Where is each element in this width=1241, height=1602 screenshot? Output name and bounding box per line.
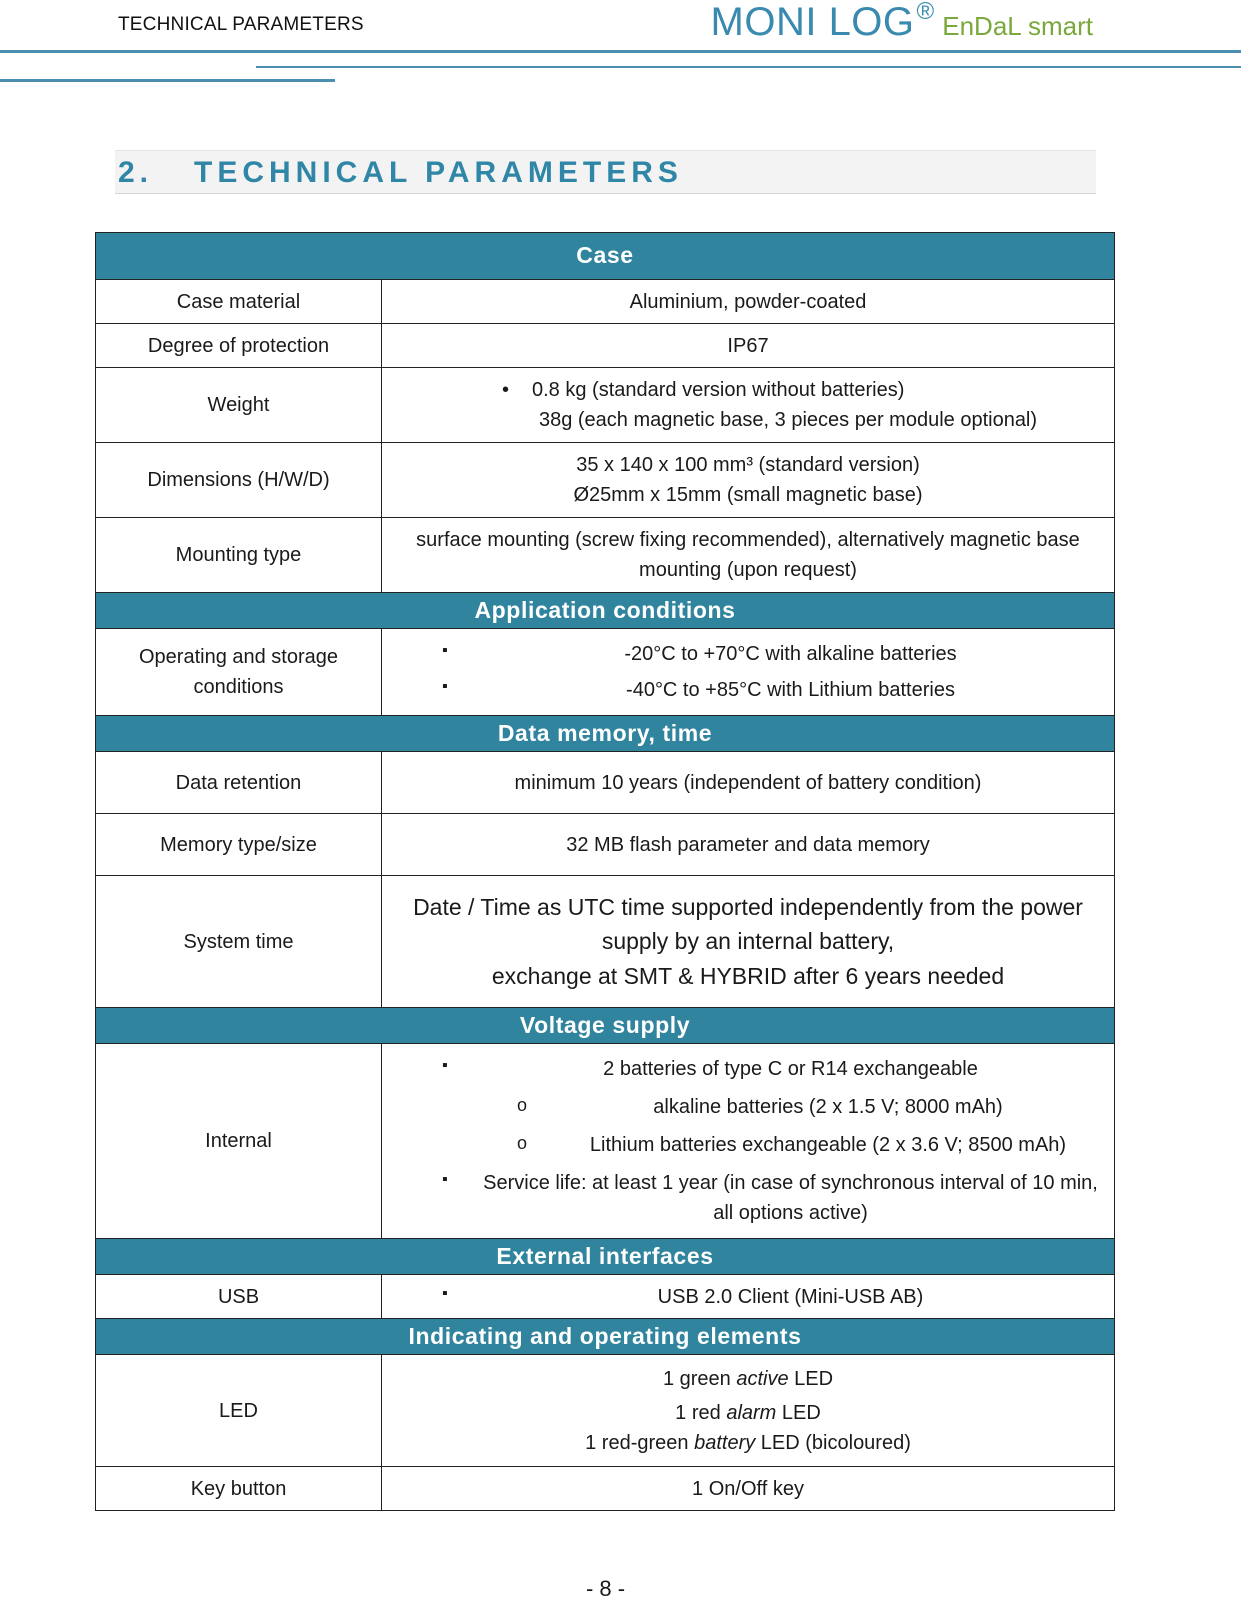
param-value — [382, 443, 1115, 518]
table-row — [96, 1275, 1115, 1319]
param-label: Dimensions (H/W/D) — [96, 443, 382, 518]
param-value — [382, 1355, 1115, 1467]
param-label: Operating and storage conditions — [96, 629, 382, 716]
param-label: System time — [96, 876, 382, 1008]
table-section-memory — [96, 716, 1115, 752]
header-rule — [0, 50, 1241, 53]
table-section-case — [96, 233, 1115, 280]
running-header-title: TECHNICAL PARAMETERS — [118, 14, 364, 35]
param-label: Data retention — [96, 752, 382, 814]
param-value — [382, 629, 1115, 716]
section-heading — [115, 150, 1096, 194]
param-label: Internal — [96, 1044, 382, 1239]
brand-logo-text: MONI LOG — [710, 0, 915, 44]
param-value — [382, 1275, 1115, 1319]
weight-line: 38g (each magnetic base, 3 pieces per module optional) — [538, 409, 1038, 431]
led-text: 1 red-green — [585, 1431, 695, 1454]
table-row — [96, 629, 1115, 716]
dimensions-line: 35 x 140 x 100 mm³ (standard version) — [576, 454, 920, 476]
param-value — [382, 1044, 1115, 1239]
list-item: ▪ USB 2.0 Client (Mini-USB AB) — [392, 1282, 1104, 1312]
table-row — [96, 814, 1115, 876]
brand-logo — [711, 0, 1093, 45]
list-item — [392, 1054, 1104, 1160]
led-text-emphasis: battery — [694, 1431, 756, 1454]
table-row — [96, 443, 1115, 518]
list-item: o Lithium batteries exchangeable (2 x 3.6 V; 8500 mAh) — [392, 1130, 1104, 1160]
led-text: LED (bicoloured) — [755, 1431, 911, 1454]
param-value — [382, 876, 1115, 1008]
table-row — [96, 1467, 1115, 1511]
section-heading-cell: Case — [96, 233, 1115, 280]
led-text: 1 red — [675, 1401, 727, 1424]
table-row — [96, 876, 1115, 1008]
param-value — [382, 368, 1115, 443]
section-heading-cell: Indicating and operating elements — [96, 1319, 1115, 1355]
table-row — [96, 368, 1115, 443]
header-rule-secondary — [256, 66, 1241, 68]
section-heading-cell: External interfaces — [96, 1239, 1115, 1275]
table-section-interfaces — [96, 1239, 1115, 1275]
operating-conditions-list — [392, 639, 1104, 705]
led-text-emphasis: active — [736, 1367, 789, 1390]
led-text: LED — [788, 1367, 834, 1390]
led-line — [392, 1428, 1104, 1458]
battery-type-list — [392, 1092, 1104, 1160]
table-section-elements — [96, 1319, 1115, 1355]
dimensions-line: Ø25mm x 15mm (small magnetic base) — [573, 484, 923, 506]
system-time-line: exchange at SMT & HYBRID after 6 years needed — [491, 962, 1005, 989]
list-item: ▪ -40°C to +85°C with Lithium batteries — [392, 675, 1104, 705]
weight-line: 0.8 kg (standard version without batteries) — [532, 379, 905, 401]
section-title: TECHNICAL PARAMETERS — [194, 156, 683, 189]
table-row — [96, 752, 1115, 814]
technical-parameters-table — [95, 232, 1115, 1511]
section-heading-cell: Application conditions — [96, 593, 1115, 629]
bullet-icon: • — [502, 379, 510, 401]
param-label: Mounting type — [96, 518, 382, 593]
brand-registered-mark: ® — [916, 0, 935, 25]
table-row — [96, 324, 1115, 368]
param-value: minimum 10 years (independent of battery condition) — [382, 752, 1115, 814]
param-label: Degree of protection — [96, 324, 382, 368]
table-row — [96, 518, 1115, 593]
led-line — [392, 1364, 1104, 1394]
param-value: 32 MB flash parameter and data memory — [382, 814, 1115, 876]
led-text-emphasis: alarm — [726, 1401, 777, 1424]
list-item: o alkaline batteries (2 x 1.5 V; 8000 mAh) — [392, 1092, 1104, 1122]
section-heading-cell: Data memory, time — [96, 716, 1115, 752]
param-label: Memory type/size — [96, 814, 382, 876]
usb-list — [392, 1282, 1104, 1312]
list-item: ▪ Service life: at least 1 year (in case of synchronous interval of 10 min, all options active) — [392, 1168, 1104, 1228]
table-row — [96, 1355, 1115, 1467]
led-line — [392, 1398, 1104, 1428]
table-section-application — [96, 593, 1115, 629]
param-label: Weight — [96, 368, 382, 443]
voltage-supply-list — [392, 1054, 1104, 1228]
param-value: 1 On/Off key — [382, 1467, 1115, 1511]
param-label: Case material — [96, 280, 382, 324]
param-value: surface mounting (screw fixing recommended), alternatively magnetic base mounting (upon request) — [382, 518, 1115, 593]
param-label: Key button — [96, 1467, 382, 1511]
param-label: LED — [96, 1355, 382, 1467]
param-value: Aluminium, powder-coated — [382, 280, 1115, 324]
page-number: - 8 - — [585, 1576, 626, 1601]
system-time-line: Date / Time as UTC time supported independently from the power supply by an internal battery, — [413, 893, 1083, 955]
led-text: 1 green — [662, 1367, 737, 1390]
brand-product-name: EnDaL smart — [942, 11, 1093, 41]
param-label: USB — [96, 1275, 382, 1319]
section-heading-cell: Voltage supply — [96, 1008, 1115, 1044]
param-value: IP67 — [382, 324, 1115, 368]
table-section-voltage — [96, 1008, 1115, 1044]
table-row — [96, 1044, 1115, 1239]
header-rule-short — [0, 79, 335, 82]
led-text: LED — [776, 1401, 821, 1424]
list-item-text: 2 batteries of type C or R14 exchangeable — [603, 1058, 978, 1080]
table-row — [96, 280, 1115, 324]
section-number: 2. — [118, 156, 154, 189]
list-item: ▪ -20°C to +70°C with alkaline batteries — [392, 639, 1104, 669]
